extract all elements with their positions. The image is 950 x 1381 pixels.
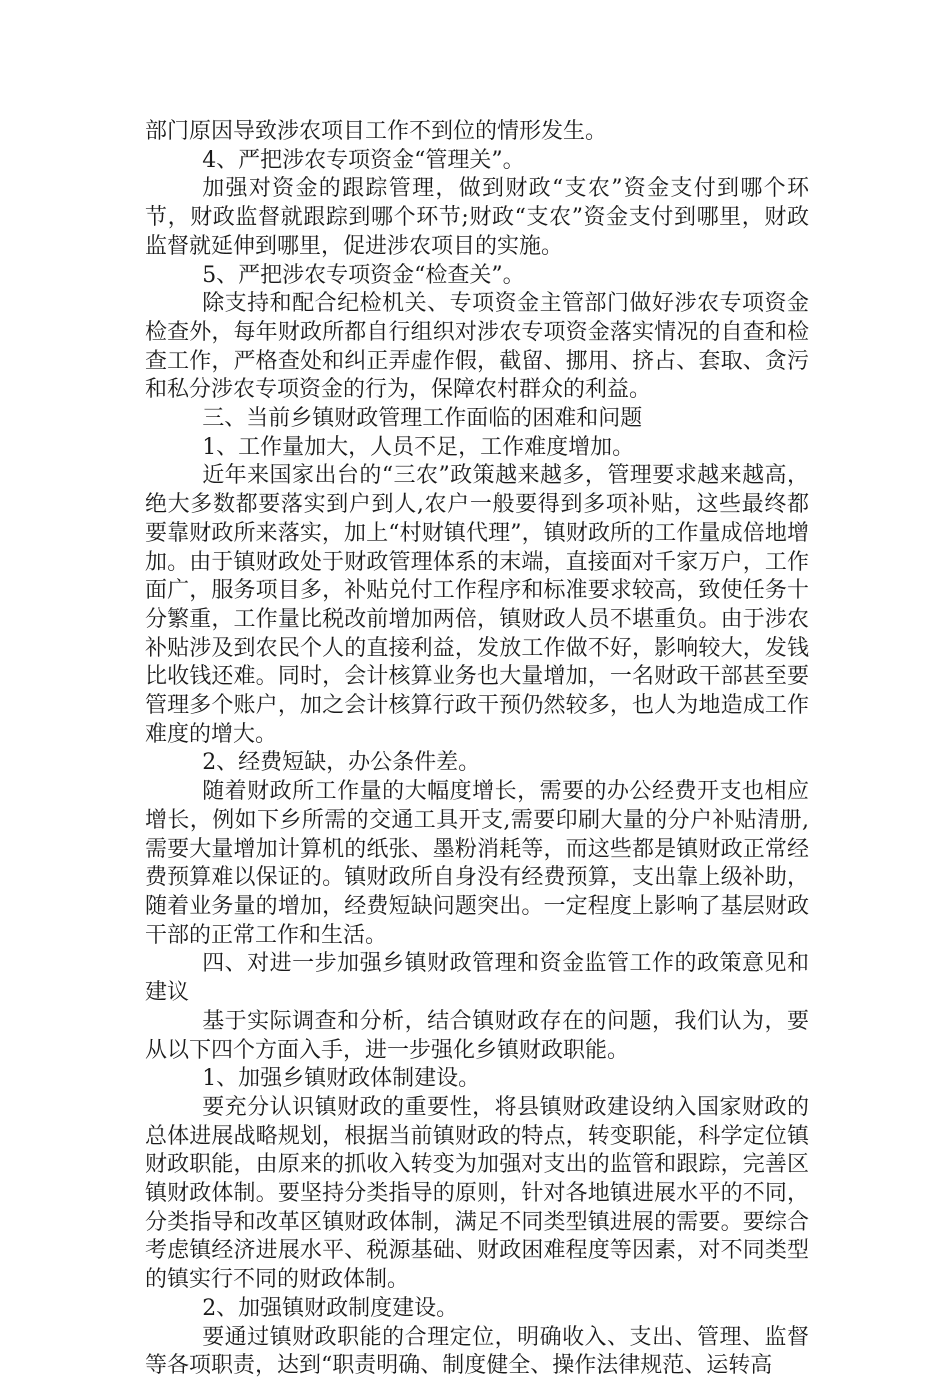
paragraph: 部门原因导致涉农项目工作不到位的情形发生。 (145, 119, 608, 144)
section-heading: 5、严把涉农专项资金“检查关”。 (202, 262, 525, 288)
section-heading: 2、加强镇财政制度建设。 (202, 1295, 459, 1321)
paragraph: 加强对资金的跟踪管理，做到财政“支农”资金支付到哪个环节，财政监督就跟踪到哪个环节;财政“支农”资金支付到哪里，财政监督就延伸到哪里，促进涉农项目的实施。 (145, 176, 809, 259)
section-heading: 4、严把涉农专项资金“管理关”。 (202, 147, 525, 173)
paragraph: 随着财政所工作量的大幅度增长，需要的办公经费开支也相应增长，例如下乡所需的交通工具开支,需要印刷大量的分户补贴清册,需要大量增加计算机的纸张、墨粉消耗等，而这些都是镇财政正常经费预算难以保证的。镇财政所自身没有经费预算，支出靠上级补助，随着业务量的增加，经费短缺问题突出。一定程度上影响了基层财政干部的正常工作和生活。 (145, 779, 809, 948)
section-heading: 1、工作量加大，人员不足，工作难度增加。 (202, 434, 635, 460)
section-heading: 2、经费短缺，办公条件差。 (202, 750, 481, 776)
section-heading: 1、加强乡镇财政体制建设。 (202, 1066, 481, 1092)
section-heading: 四、对进一步加强乡镇财政管理和资金监管工作的政策意见和建议 (145, 951, 809, 1006)
paragraph: 要充分认识镇财政的重要性，将县镇财政建设纳入国家财政的总体进展战略规划，根据当前镇财政的特点，转变职能，科学定位镇财政职能，由原来的抓收入转变为加强对支出的监管和跟踪，完善区镇财政体制。要坚持分类指导的原则，针对各地镇进展水平的不同，分类指导和改革区镇财政体制，满足不同类型镇进展的需要。要综合考虑镇经济进展水平、税源基础、财政困难程度等因素，对不同类型的镇实行不同的财政体制。 (145, 1094, 809, 1293)
section-heading: 三、当前乡镇财政管理工作面临的困难和问题 (202, 406, 643, 432)
paragraph: 要通过镇财政职能的合理定位，明确收入、支出、管理、监督等各项职责，达到“职责明确、制度健全、操作法律规范、运转高 (145, 1324, 809, 1379)
paragraph: 近年来国家出台的“三农”政策越来越多，管理要求越来越高，绝大多数都要落实到户到人,农户一般要得到多项补贴，这些最终都要靠财政所来落实，加上“村财镇代理”，镇财政所的工作量成倍地增加。由于镇财政处于财政管理体系的末端，直接面对千家万户，工作面广，服务项目多，补贴兑付工作程序和标准要求较高，致使任务十分繁重，工作量比税改前增加两倍，镇财政人员不堪重负。由于涉农补贴涉及到农民个人的直接利益，发放工作做不好，影响较大，发钱比收钱还难。同时，会计核算业务也大量增加，一名财政干部甚至要管理多个账户，加之会计核算行政干预仍然较多，也人为地造成工作难度的增大。 (145, 463, 809, 747)
document-body (145, 118, 809, 1381)
paragraph: 基于实际调查和分析，结合镇财政存在的问题，我们认为，要从以下四个方面入手，进一步强化乡镇财政职能。 (145, 1008, 809, 1063)
paragraph: 除支持和配合纪检机关、专项资金主管部门做好涉农专项资金检查外，每年财政所都自行组织对涉农专项资金落实情况的自查和检查工作，严格查处和纠正弄虚作假，截留、挪用、挤占、套取、贪污和私分涉农专项资金的行为，保障农村群众的利益。 (145, 291, 809, 403)
